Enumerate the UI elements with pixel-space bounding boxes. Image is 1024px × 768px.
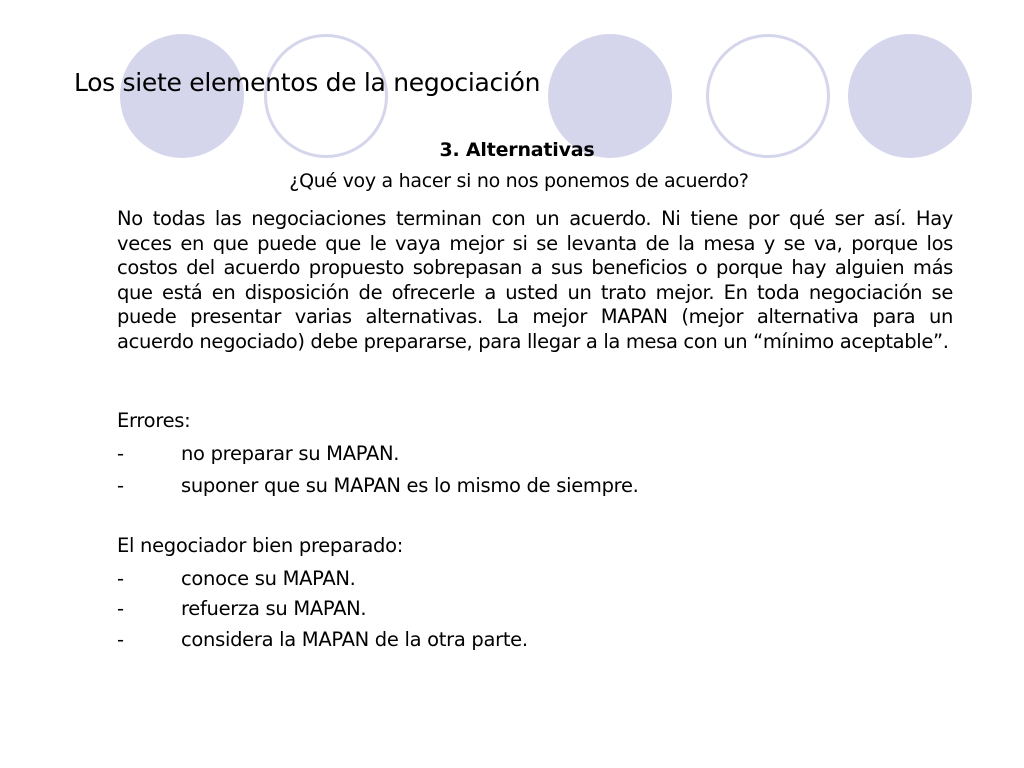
list-item-text: suponer que su MAPAN es lo mismo de siempre.: [181, 474, 639, 497]
list-marker: -: [117, 442, 124, 465]
list-item-text: refuerza su MAPAN.: [181, 597, 367, 620]
list-item-text: no preparar su MAPAN.: [181, 442, 400, 465]
list-item: [117, 441, 399, 467]
list-item-text: conoce su MAPAN.: [181, 567, 356, 590]
list-item: [117, 473, 639, 499]
negociador-label: El negociador bien preparado:: [117, 534, 403, 557]
section-question: ¿Qué voy a hacer si no nos ponemos de acuerdo?: [289, 170, 749, 192]
list-marker: -: [117, 474, 124, 497]
list-marker: -: [117, 597, 124, 620]
errores-label: Errores:: [117, 409, 191, 432]
list-marker: -: [117, 567, 124, 590]
list-item: [117, 596, 366, 622]
list-item: [117, 627, 528, 653]
section-subheading: 3. Alternativas: [439, 139, 595, 161]
slide-title: Los siete elementos de la negociación: [74, 68, 541, 97]
list-item-text: considera la MAPAN de la otra parte.: [181, 628, 528, 651]
list-item: [117, 566, 356, 592]
body-paragraph: No todas las negociaciones terminan con un acuerdo. Ni tiene por qué ser así. Hay veces en que puede que le vaya mejor si se levanta de la mesa y se va, porque los costos del acuerdo propuesto sobrepasan a sus beneficios o porque hay alguien más que está en disposición de ofrecerle a usted un trato mejor. En toda negociación se puede presentar varias alternativas. La mejor MAPAN (mejor alternativa para un acuerdo negociado) debe prepararse, para llegar a la mesa con un “mínimo aceptable”.: [117, 207, 953, 353]
list-marker: -: [117, 628, 124, 651]
